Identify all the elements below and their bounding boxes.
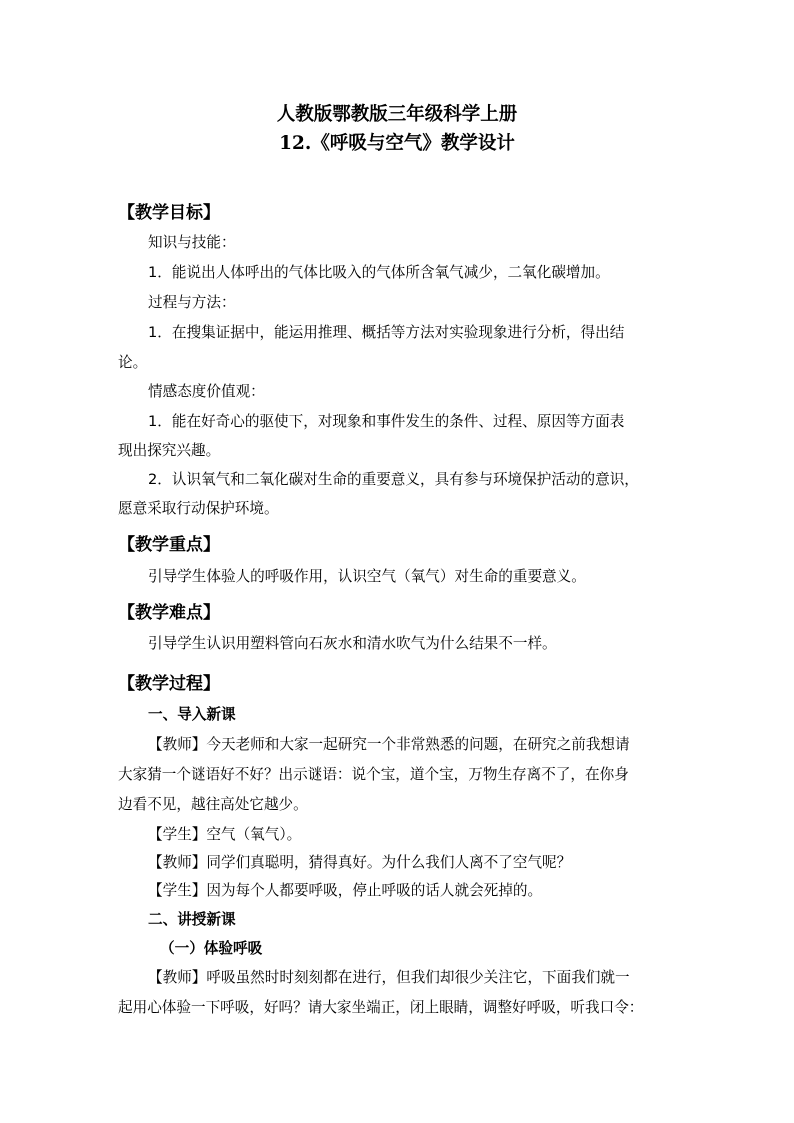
paragraph-teacher-3-cont: 起用心体验一下呼吸，好吗？请大家坐端正，闭上眼睛，调整好呼吸，听我口令： <box>118 999 644 1016</box>
paragraph-teacher-1-end: 边看不见，越往高处它越少。 <box>118 796 308 813</box>
document-subtitle: 12.《呼吸与空气》教学设计 <box>279 133 515 154</box>
emotion-item-2-cont: 愿意采取行动保护环境。 <box>118 500 279 517</box>
process-item-1-cont: 论。 <box>118 354 148 371</box>
heading-objectives: 【教学目标】 <box>118 203 220 223</box>
knowledge-item-1: 1．能说出人体呼出的气体比吸入的气体所含氧气减少，二氧化碳增加。 <box>148 264 610 281</box>
paragraph-student-2: 【学生】因为每个人都要呼吸，停止呼吸的话人就会死掉的。 <box>148 882 543 899</box>
paragraph-teacher-2: 【教师】同学们真聪明，猜得真好。为什么我们人离不了空气呢？ <box>148 854 572 871</box>
paragraph-teacher-1-cont: 大家猜一个谜语好不好？出示谜语：说个宝，道个宝，万物生存离不了，在你身 <box>118 766 629 783</box>
paragraph-teacher-3: 【教师】呼吸虽然时时刻刻都在进行，但我们却很少关注它，下面我们就一 <box>148 969 630 986</box>
emotion-item-1-cont: 现出探究兴趣。 <box>118 442 221 459</box>
difficulties-text: 引导学生认识用塑料管向石灰水和清水吹气为什么结果不一样。 <box>148 635 557 652</box>
process-item-1: 1．在搜集证据中，能运用推理、概括等方法对实验现象进行分析，得出结 <box>148 324 625 341</box>
emotion-label: 情感态度价值观： <box>148 383 265 400</box>
knowledge-label: 知识与技能： <box>148 234 236 251</box>
heading-process: 【教学过程】 <box>118 674 220 694</box>
subsection-experience-breathing: （一）体验呼吸 <box>160 940 263 957</box>
emotion-item-2: 2．认识氧气和二氧化碳对生命的重要意义，具有参与环境保护活动的意识， <box>148 471 639 488</box>
section-intro: 一、导入新课 <box>148 706 236 723</box>
paragraph-student-1: 【学生】空气（氧气）。 <box>148 826 302 843</box>
key-points-text: 引导学生体验人的呼吸作用，认识空气（氧气）对生命的重要意义。 <box>148 568 586 585</box>
section-new-lesson: 二、讲授新课 <box>148 911 236 928</box>
process-label: 过程与方法： <box>148 294 236 311</box>
heading-key-points: 【教学重点】 <box>118 535 220 555</box>
heading-difficulties: 【教学难点】 <box>118 603 220 623</box>
paragraph-teacher-1: 【教师】今天老师和大家一起研究一个非常熟悉的问题，在研究之前我想请 <box>148 736 630 753</box>
emotion-item-1: 1．能在好奇心的驱使下，对现象和事件发生的条件、过程、原因等方面表 <box>148 413 625 430</box>
document-title: 人教版鄂教版三年级科学上册 <box>276 104 518 125</box>
